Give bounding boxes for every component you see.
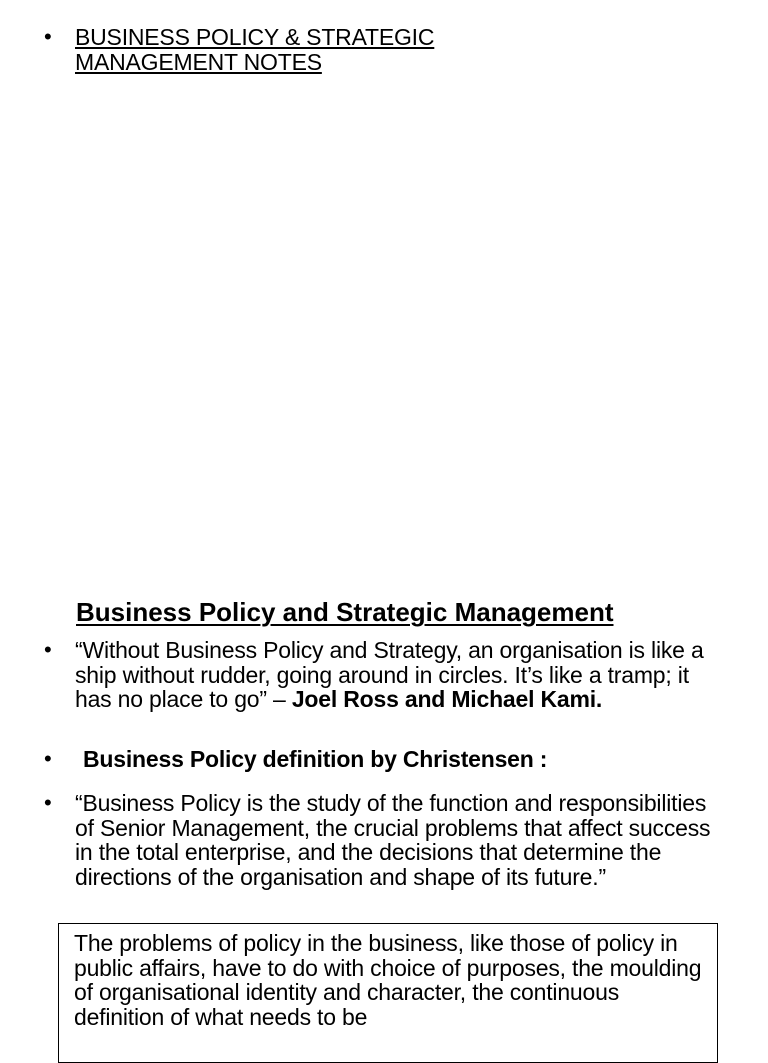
- policy-text-box: The problems of policy in the business, like those of policy in public affairs, have to do with choice of purposes, the moulding of organisational identity and character, the continuous definition of what needs to be: [58, 923, 718, 1063]
- definition-heading: Business Policy definition by Christensen :: [83, 746, 548, 772]
- bullet-marker: •: [44, 790, 52, 815]
- notes-heading-bullet: [44, 25, 434, 74]
- bullet-marker: •: [44, 637, 52, 662]
- bullet-marker: •: [44, 746, 52, 771]
- quote-attribution: Joel Ross and Michael Kami.: [291, 686, 603, 712]
- definition-quote-text: “Business Policy is the study of the function and responsibilities of Senior Management, the crucial problems that affect success in the total enterprise, and the decisions that determine the directions of the organisation and shape of its future.”: [75, 790, 711, 890]
- quote-bullet: [44, 638, 714, 712]
- definition-quote-bullet: [44, 791, 714, 889]
- definition-heading-bullet: [44, 747, 547, 772]
- bullet-marker: •: [44, 24, 52, 49]
- slide-title: Business Policy and Strategic Management: [76, 597, 614, 627]
- quote-body: “Without Business Policy and Strategy, an organisation is like a ship without rudder, going around in circles. It’s like a tramp; it has no place to go” –: [75, 637, 704, 712]
- quote-text: [75, 638, 714, 712]
- notes-heading: [75, 25, 434, 74]
- notes-heading-line-1: BUSINESS POLICY & STRATEGIC: [75, 24, 435, 50]
- notes-heading-line-2: MANAGEMENT NOTES: [75, 48, 322, 75]
